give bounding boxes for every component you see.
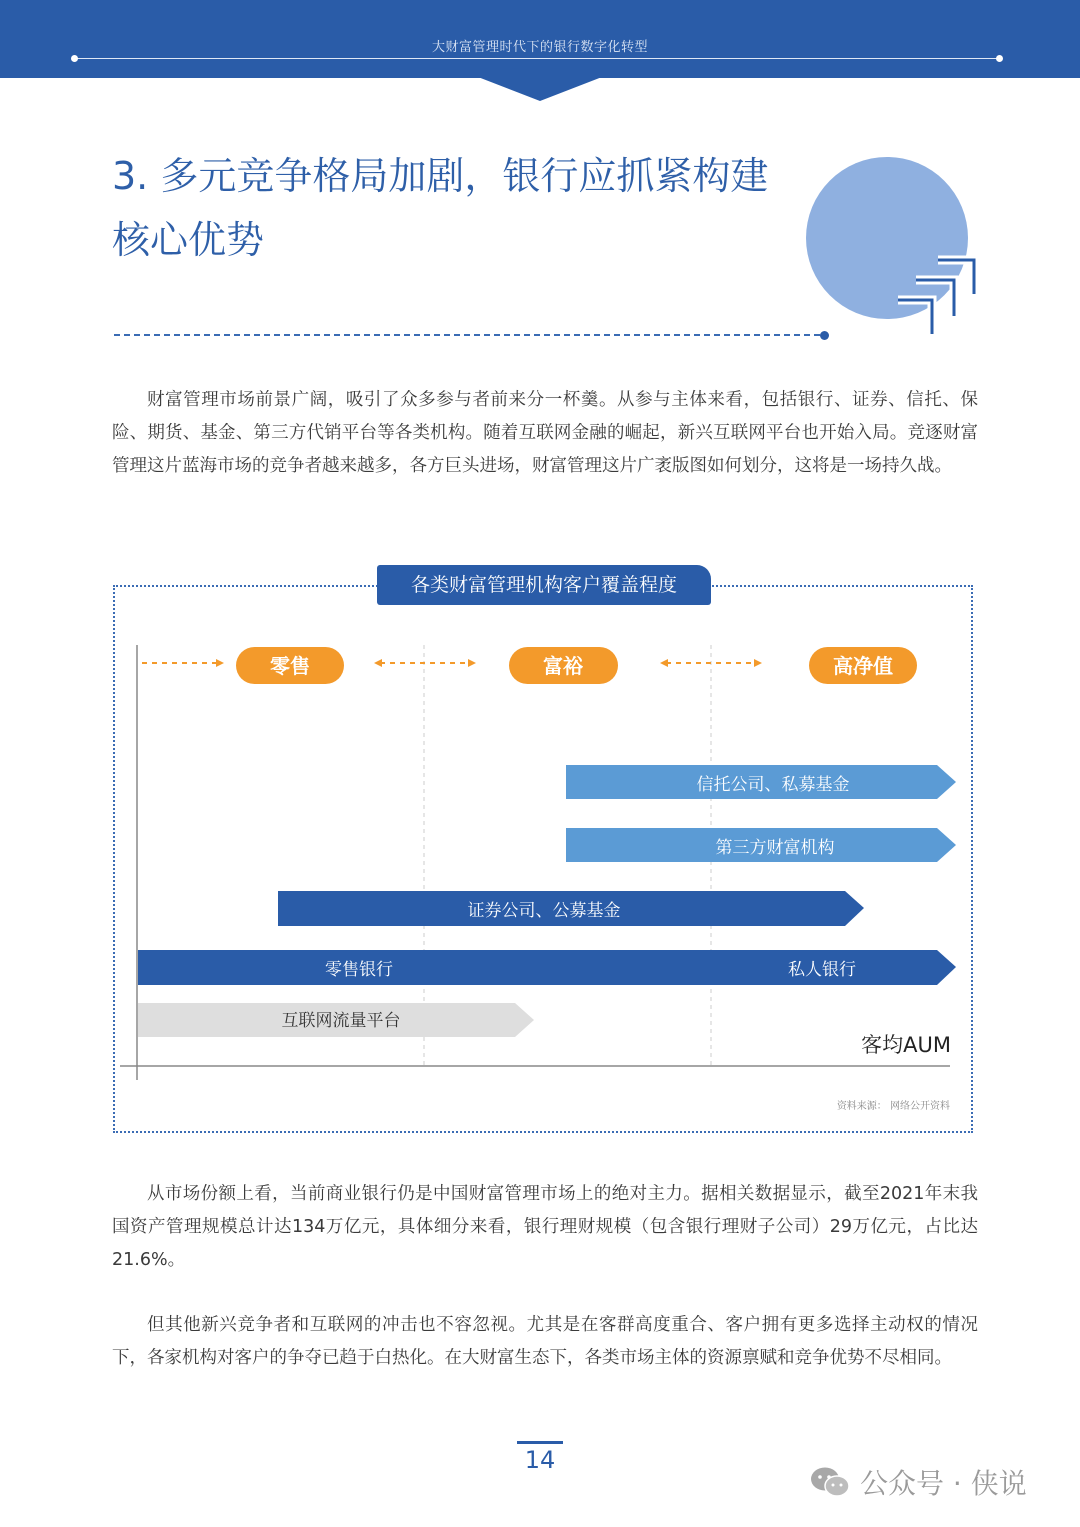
page-number: 14 bbox=[524, 1446, 556, 1474]
chart-source: 资料来源： 网络公开资料 bbox=[836, 1101, 950, 1112]
bar-label-trust-private-fund: 信托公司、私募基金 bbox=[696, 775, 850, 795]
segment-arrow-2 bbox=[374, 659, 476, 667]
segment-label-retail: 零售 bbox=[270, 654, 310, 678]
paragraph-competition: 但其他新兴竞争者和互联网的冲击也不容忽视。尤其是在客群高度重合、客户拥有更多选择主动权的情况下，各家机构对客户的争夺已趋于白热化。在大财富生态下，各类市场主体的资源禀赋和竞争优势不尽相同。 bbox=[112, 1315, 978, 1368]
segment-arrow-1 bbox=[142, 659, 224, 667]
bar-label-securities-public-fund: 证券公司、公募基金 bbox=[467, 901, 621, 921]
segment-pill-affluent bbox=[509, 647, 618, 684]
segment-arrow-3 bbox=[660, 659, 762, 667]
section-title: 3. 多元竞争格局加剧，银行应抓紧构建核心优势 bbox=[112, 154, 769, 262]
watermark bbox=[810, 1462, 1027, 1502]
chart-title: 各类财富管理机构客户覆盖程度 bbox=[377, 565, 711, 605]
bar-third-party-wealth bbox=[566, 828, 956, 862]
bar-label-third-party-wealth: 第三方财富机构 bbox=[715, 838, 835, 858]
x-axis-label: 客均AUM bbox=[861, 1033, 951, 1057]
paragraph-intro: 财富管理市场前景广阔，吸引了众多参与者前来分一杯羹。从参与主体来看，包括银行、证券、信托、保险、期货、基金、第三方代销平台等各类机构。随着互联网金融的崛起，新兴互联网平台也开始入局。竞逐财富管理这片蓝海市场的竞争者越来越多，各方巨头进场，财富管理这片广袤版图如何划分，这将是一场持久战。 bbox=[112, 390, 978, 476]
header-title: 大财富管理时代下的银行数字化转型 bbox=[431, 40, 648, 55]
bar-trust-private-fund bbox=[566, 765, 956, 799]
bar-label-private-bank: 私人银行 bbox=[788, 960, 856, 980]
bar-label-internet-traffic-platform: 互联网流量平台 bbox=[281, 1011, 401, 1031]
segment-pill-hnw bbox=[809, 647, 917, 684]
segment-label-hnw: 高净值 bbox=[833, 654, 893, 678]
bar-label-retail-bank: 零售银行 bbox=[325, 960, 393, 980]
bar-securities-public-fund bbox=[278, 891, 864, 926]
segment-pill-retail bbox=[236, 647, 344, 684]
bar-retail-private-bank bbox=[138, 950, 956, 985]
segment-label-affluent: 富裕 bbox=[543, 654, 583, 678]
watermark-text: 公众号 · 侠说 bbox=[860, 1467, 1027, 1500]
bar-internet-traffic-platform bbox=[138, 1003, 534, 1037]
paragraph-market-share: 从市场份额上看，当前商业银行仍是中国财富管理市场上的绝对主力。据相关数据显示，截至2021年末我国资产管理规模总计达134万亿元，具体细分来看，银行理财规模（包含银行理财子公司）29万亿元，占比达 21.6%。 bbox=[112, 1184, 978, 1270]
wechat-icon bbox=[810, 1465, 850, 1499]
page-number-rule bbox=[517, 1441, 563, 1444]
